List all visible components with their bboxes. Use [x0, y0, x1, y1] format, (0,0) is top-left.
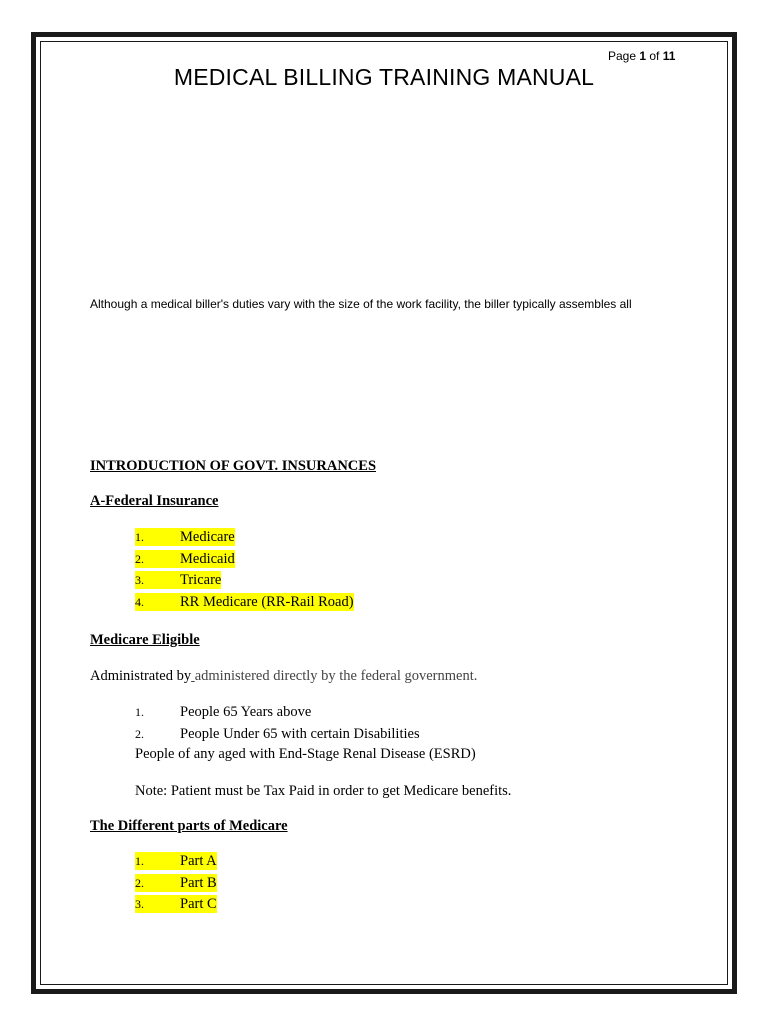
highlight: 3. Tricare: [135, 572, 222, 588]
heading-medicare-eligible: Medicare Eligible: [90, 632, 200, 648]
list-item: [135, 593, 354, 615]
list-item: 2. People Under 65 with certain Disabilities: [135, 725, 420, 742]
list-item: [135, 550, 354, 572]
eligibility-list: [135, 704, 420, 747]
heading-parts-of-medicare: The Different parts of Medicare: [90, 818, 288, 834]
heading-govt-insurances: INTRODUCTION OF GOVT. INSURANCES: [90, 458, 377, 474]
highlight: 2. Medicaid: [135, 550, 235, 567]
intro-paragraph: Although a medical biller's duties vary with the size of the work facility, the biller typically assembles all: [90, 297, 632, 311]
medicare-parts-list: [135, 852, 217, 917]
administration-paragraph: Administrated by administered directly by the federal government.: [90, 668, 478, 684]
list-item: [135, 571, 354, 593]
tax-note: Note: Patient must be Tax Paid in order to get Medicare benefits.: [135, 783, 512, 799]
list-item: [135, 895, 217, 917]
total-pages: 11: [662, 49, 676, 63]
heading-federal-insurance: A-Federal Insurance: [90, 493, 219, 509]
page-number: Page 1 of 11: [608, 49, 676, 63]
highlight: 4. RR Medicare (RR-Rail Road): [135, 593, 354, 610]
highlight: 3. Part C: [135, 896, 217, 912]
list-item: 1. People 65 Years above: [135, 704, 312, 720]
highlight: 2. Part B: [135, 874, 217, 891]
esrd-line: People of any aged with End-Stage Renal Disease (ESRD): [135, 746, 476, 762]
federal-insurance-list: [135, 528, 354, 614]
highlight: 1. Part A: [135, 853, 217, 869]
highlight: 1. Medicare: [135, 529, 235, 545]
page-border-inner: [40, 41, 728, 985]
list-item: [135, 528, 354, 550]
document-title: MEDICAL BILLING TRAINING MANUAL: [173, 64, 595, 90]
current-page: 1: [639, 49, 647, 63]
list-item: [135, 852, 217, 874]
list-item: [135, 874, 217, 896]
